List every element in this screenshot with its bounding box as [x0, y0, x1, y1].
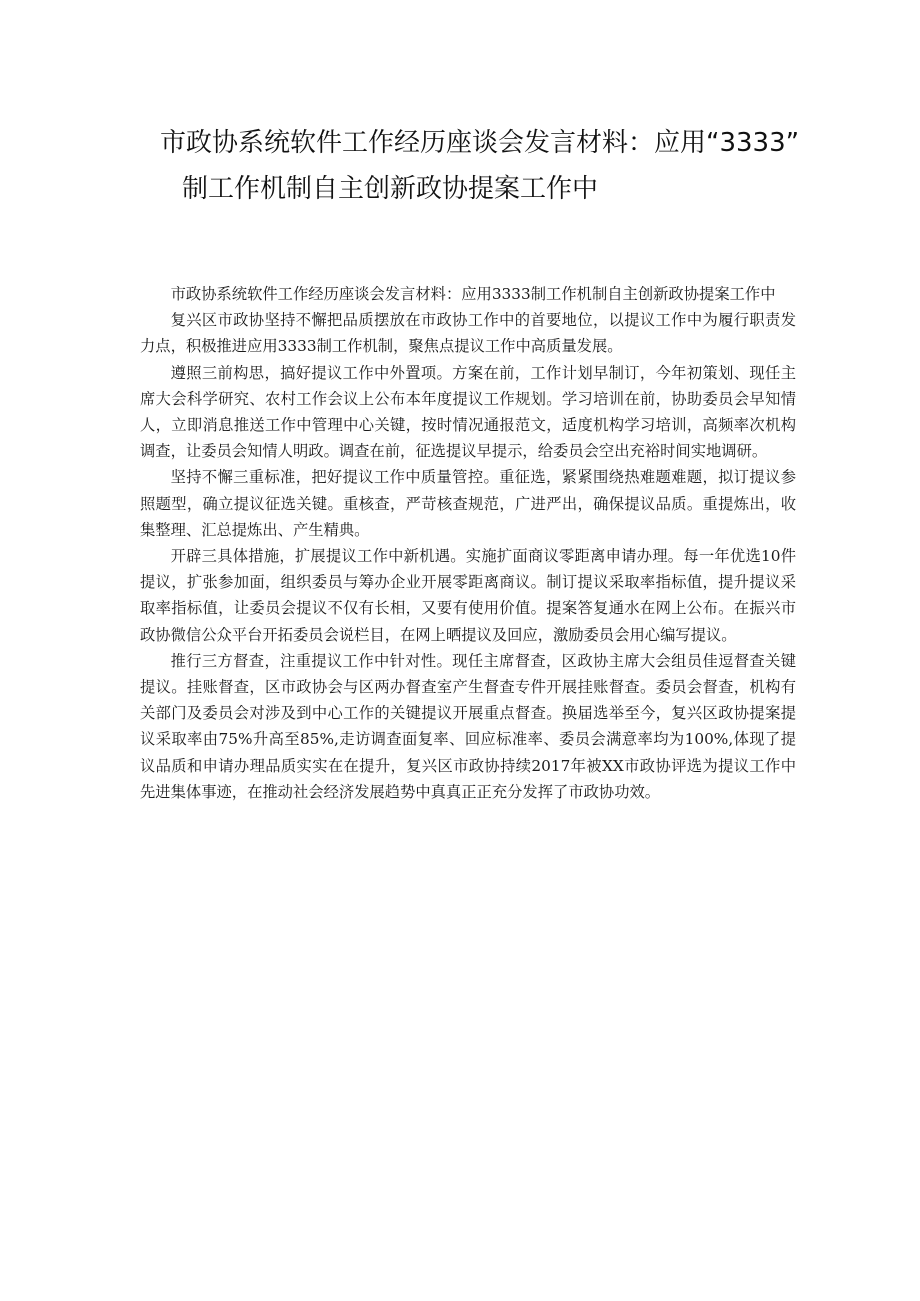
title-line-2: 制工作机制自主创新政协提案工作中: [182, 174, 599, 204]
paragraph-three-preparations: 遵照三前构思，搞好提议工作中外置项。方案在前，工作计划早制订，今年初策划、现任主席大会科学研究、农村工作会议上公布本年度提议工作规划。学习培训在前，协助委员会早知情人，立即消息推送工作中管理中心关键，按时情况通报范文，适度机构学习培训，高频率次机构调查，让委员会知情人明政。调查在前，征选提议早提示，给委员会空出充裕时间实地调研。: [140, 363, 796, 461]
paragraph-three-standards: 坚持不懈三重标准，把好提议工作中质量管控。重征选，紧紧围绕热难题难题，拟订提议参照题型，确立提议征选关键。重核查，严苛核查规范，广进严出，确保提议品质。重提炼出，收集整理、汇总提炼出、产生精典。: [140, 468, 796, 539]
paragraph-intro: 复兴区市政协坚持不懈把品质摆放在市政协工作中的首要地位，以提议工作中为履行职责发力点，积极推进应用3333制工作机制，聚焦点提议工作中高质量发展。: [140, 311, 796, 356]
title-line-1: 市政协系统软件工作经历座谈会发言材料：应用“3333”: [160, 128, 800, 158]
paragraph-heading: 市政协系统软件工作经历座谈会发言材料：应用3333制工作机制自主创新政协提案工作中: [170, 285, 776, 303]
document-title: [160, 120, 800, 212]
paragraph-three-supervision: 推行三方督查，注重提议工作中针对性。现任主席督查，区政协主席大会组员佳逗督查关键提议。挂账督查，区市政协会与区两办督查室产生督查专件开展挂账督查。委员会督查，机构有关部门及委员会对涉及到中心工作的关键提议开展重点督查。换届选举至今，复兴区政协提案提议采取率由75%升高至85%,走访调查面复率、回应标准率、委员会满意率均为100%,体现了提议品质和申请办理品质实实在在提升，复兴区市政协持续2017年被XX市政协评选为提议工作中先进集体事迹，在推动社会经济发展趋势中真真正正充分发挥了市政协功效。: [140, 651, 796, 801]
paragraph-three-measures: 开辟三具体措施，扩展提议工作中新机遇。实施扩面商议零距离申请办理。每一年优选10件提议，扩张参加面，组织委员与筹办企业开展零距离商议。制订提议采取率指标值，提升提议采取率指标值，让委员会提议不仅有长相，又要有使用价值。提案答复通水在网上公布。在振兴市政协微信公众平台开拓委员会说栏目，在网上晒提议及回应，激励委员会用心编写提议。: [140, 547, 796, 644]
document-body: [140, 281, 796, 805]
